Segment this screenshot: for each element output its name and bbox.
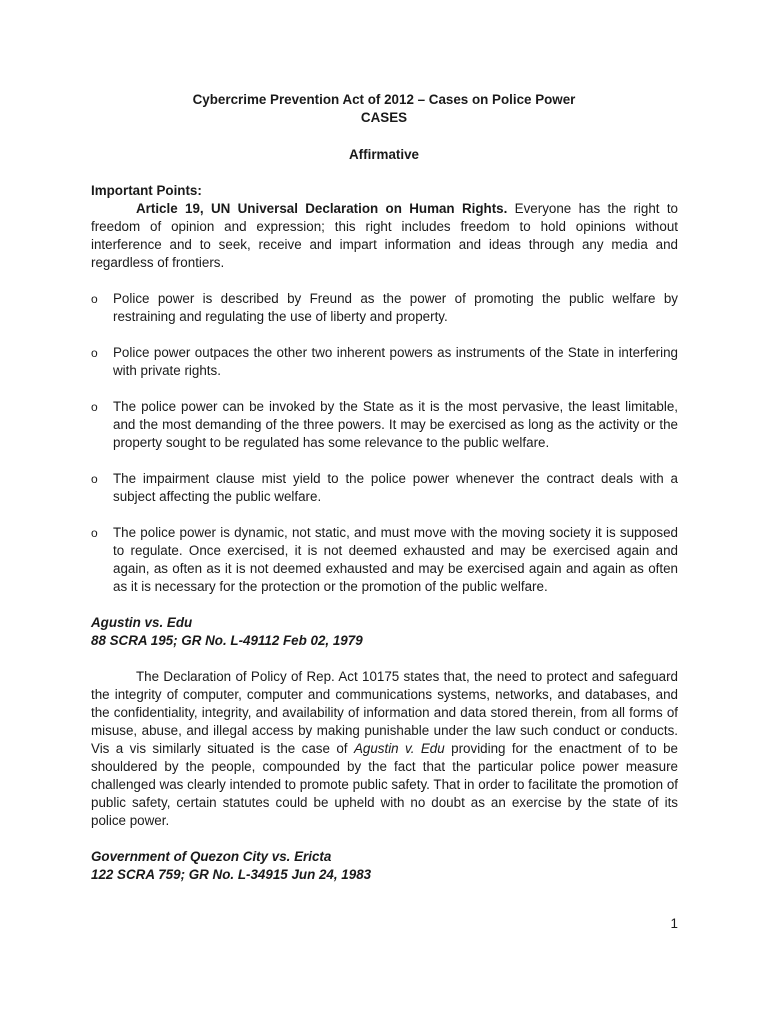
article-paragraph	[91, 200, 678, 272]
document-subtitle: CASES	[360, 110, 408, 125]
important-points-heading: Important Points:	[91, 183, 202, 198]
case-citation: 122 SCRA 759; GR No. L-34915 Jun 24, 1983	[91, 867, 372, 882]
article-title: Article 19, UN Universal Declaration on Human Rights.	[136, 201, 508, 216]
list-item	[91, 344, 678, 380]
case-citation: 88 SCRA 195; GR No. L-49112 Feb 02, 1979	[91, 633, 363, 648]
point-text: The impairment clause mist yield to the police power whenever the contract deals with a subject affecting the public welfare.	[113, 471, 678, 504]
list-item	[91, 398, 678, 452]
case-text-italic: Agustin v. Edu	[353, 741, 445, 756]
points-list	[91, 290, 678, 596]
case-name: Agustin vs. Edu	[91, 615, 193, 630]
bullet-icon: o	[91, 472, 98, 486]
list-item	[91, 470, 678, 506]
bullet-icon: o	[91, 526, 98, 540]
section-heading: Affirmative	[349, 147, 419, 162]
bullet-icon: o	[91, 346, 98, 360]
list-item	[91, 524, 678, 596]
case-name: Government of Quezon City vs. Ericta	[91, 849, 332, 864]
point-text: The police power is dynamic, not static, and must move with the moving society it is supposed to regulate. Once exercised, it is not deemed exhausted and may be exercised again and again, as often as it is not deemed exhausted and may be exercised again and again as often as it is necessary for the protection or the promotion of the public welfare.	[113, 525, 678, 594]
case-text-b: providing for the enactment of to be shouldered by the people, compounded by the fact that the particular police power measure challenged was clearly intended to promote public safety. That in order to facilitate the promotion of public safety, certain statutes could be upheld with no doubt as an exercise by the state of its police power.	[91, 741, 678, 828]
point-text: Police power outpaces the other two inherent powers as instruments of the State in interfering with private rights.	[113, 345, 678, 378]
bullet-icon: o	[91, 292, 98, 306]
list-item	[91, 290, 678, 326]
point-text: Police power is described by Freund as the power of promoting the public welfare by restraining and regulating the use of liberty and property.	[113, 291, 678, 324]
page-number: 1	[670, 916, 678, 931]
point-text: The police power can be invoked by the State as it is the most pervasive, the least limitable, and the most demanding of the three powers. It may be exercised as long as the activity or the property sought to be regulated has some relevance to the public welfare.	[113, 399, 678, 450]
article-text: Everyone has the right to freedom of opinion and expression; this right includes freedom to hold opinions without interference and to seek, receive and impart information and ideas through any media and regardless of frontiers.	[91, 201, 679, 270]
title-block	[0, 91, 768, 127]
document-title: Cybercrime Prevention Act of 2012 – Cases on Police Power	[192, 92, 576, 107]
document-body	[91, 182, 678, 884]
case-text-a: The Declaration of Policy of Rep. Act 10175 states that, the need to protect and safeguard the integrity of computer, computer and communications systems, networks, and databases, and the confidentiality, integrity, and availability of information and data stored therein, from all forms of misuse, abuse, and illegal access by making punishable under the law such conduct or conducts. Vis a vis similarly situated is the case of	[91, 669, 678, 756]
case-paragraph	[91, 668, 678, 830]
bullet-icon: o	[91, 400, 98, 414]
